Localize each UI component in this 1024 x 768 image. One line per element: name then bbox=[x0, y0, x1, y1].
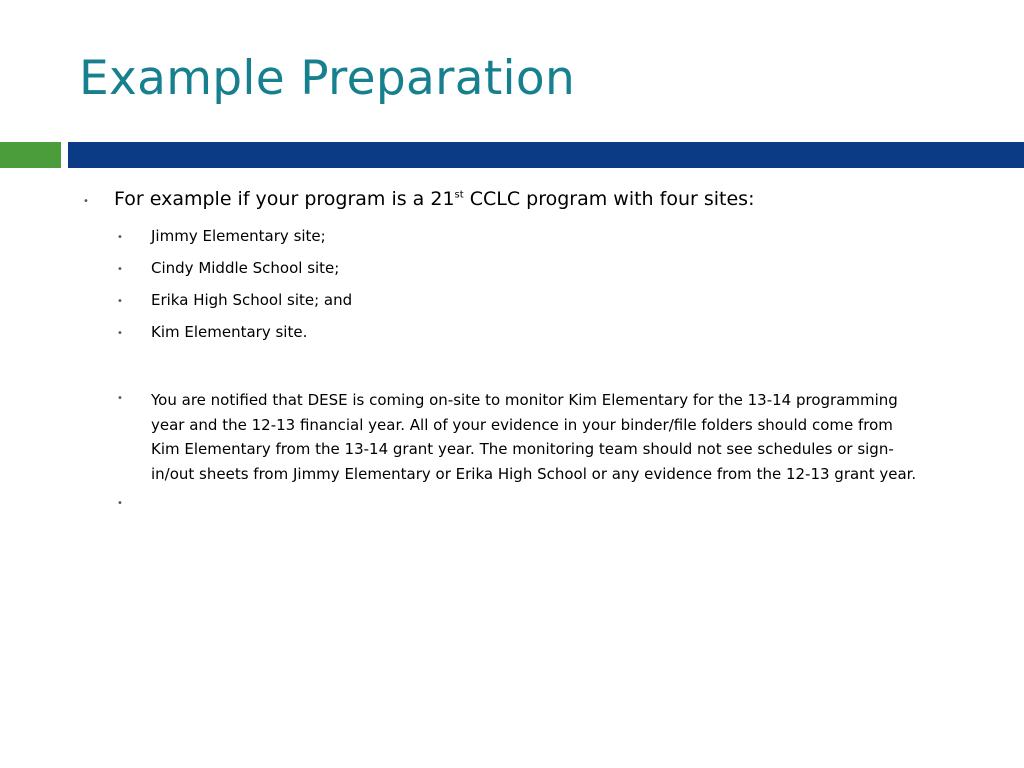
bullet-marker: • bbox=[117, 296, 123, 307]
notice-line: Kim Elementary from the 13-14 grant year. The monitoring team should not see schedules or sign- bbox=[151, 440, 894, 458]
site-item: Kim Elementary site. bbox=[151, 323, 308, 341]
notice-line: year and the 12-13 financial year. All of your evidence in your binder/file folders should come from bbox=[151, 415, 893, 434]
intro-text-end: CCLC program with four sites: bbox=[463, 188, 755, 210]
notice-line: in/out sheets from Jimmy Elementary or Erika High School or any evidence from the 12-13 grant year. bbox=[151, 464, 917, 483]
empty-bullet-marker: • bbox=[117, 498, 123, 509]
bullet-marker: • bbox=[117, 232, 123, 243]
bullet-marker: • bbox=[83, 196, 89, 207]
site-item: Jimmy Elementary site; bbox=[151, 227, 326, 245]
bullet-marker: • bbox=[117, 393, 123, 404]
bullet-marker: • bbox=[117, 264, 123, 275]
bullet-marker: • bbox=[117, 328, 123, 339]
slide-title: Example Preparation bbox=[79, 51, 576, 106]
header-bar-blue bbox=[68, 142, 1024, 168]
notice-line: You are notified that DESE is coming on-site to monitor Kim Elementary for the 13-14 programming bbox=[151, 391, 898, 409]
monitoring-notice-paragraph bbox=[151, 388, 971, 486]
intro-superscript: st bbox=[454, 189, 464, 201]
intro-bullet-text bbox=[114, 188, 754, 211]
intro-text-start: For example if your program is a 21 bbox=[114, 188, 455, 210]
header-bar-green bbox=[0, 142, 61, 168]
site-item: Erika High School site; and bbox=[151, 291, 353, 309]
site-item: Cindy Middle School site; bbox=[151, 259, 340, 277]
